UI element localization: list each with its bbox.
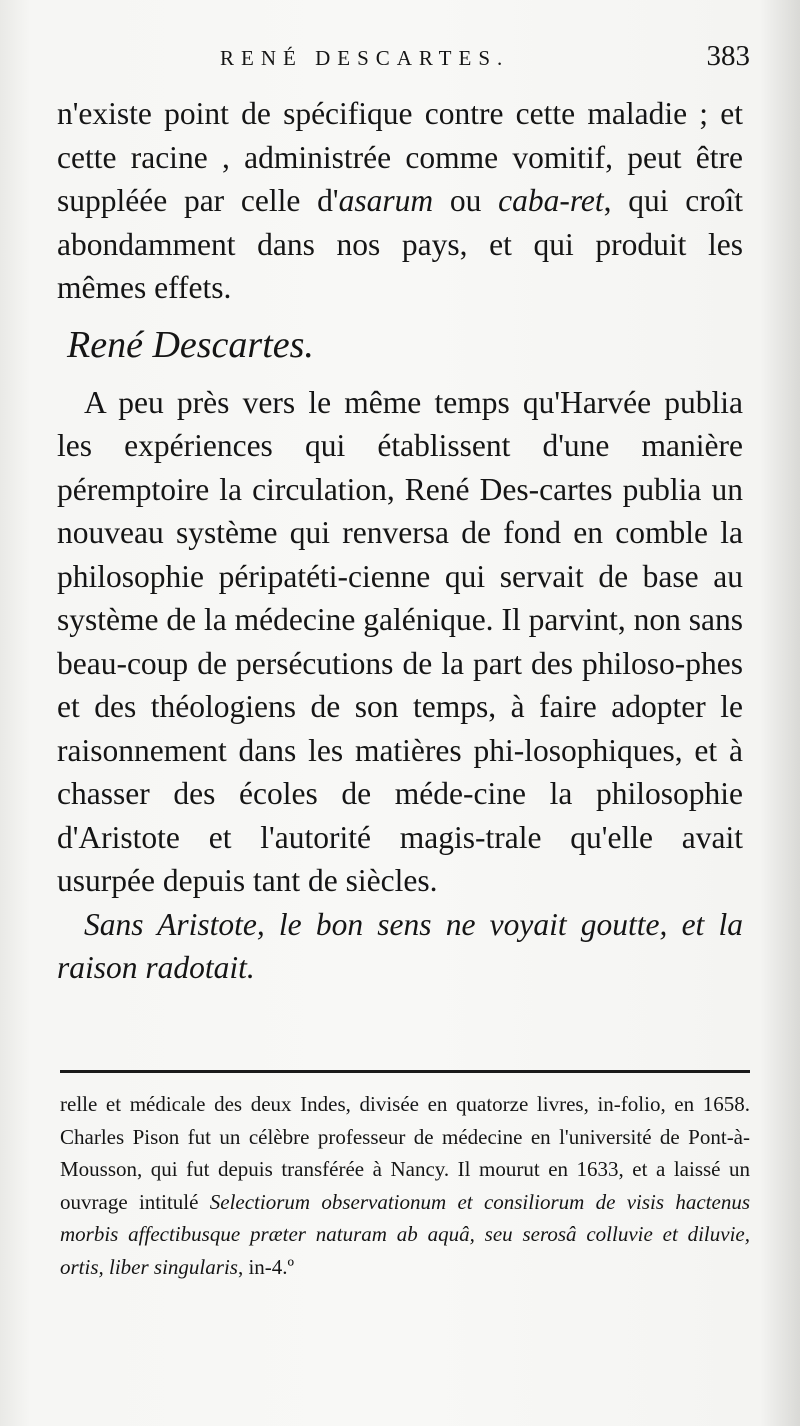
text-segment: ou bbox=[433, 183, 499, 218]
main-text bbox=[57, 92, 743, 990]
page-number: 383 bbox=[706, 40, 750, 72]
italic-term-asarum: asarum bbox=[338, 183, 434, 218]
page-header bbox=[60, 40, 750, 84]
text-segment: , qui croît abondamment dans nos pays, et qui produit les mêmes effets. bbox=[57, 183, 743, 305]
footnote-paragraph bbox=[60, 1088, 750, 1283]
footnote bbox=[60, 1088, 750, 1283]
italic-quote bbox=[57, 903, 743, 990]
footnote-text: , in-4.º bbox=[237, 1254, 295, 1279]
italic-term-cabaret: caba-ret bbox=[498, 183, 604, 218]
footnote-rule bbox=[60, 1070, 750, 1073]
quote-text: Sans Aristote, le bon sens ne voyait goutte, et la raison radotait. bbox=[57, 906, 743, 985]
footnote-italic-title: Selectiorum observationum et consiliorum de visis hactenus morbis affectibusque præter naturam ab aquâ, seu serosâ colluvie et diluvie, ortis, liber singularis bbox=[60, 1189, 750, 1279]
running-head: RENÉ DESCARTES. bbox=[220, 46, 510, 70]
section-title: René Descartes. bbox=[67, 323, 314, 366]
footnote-text: relle et médicale des deux Indes, divisée en quatorze livres, in-folio, en 1658. Charles Pison fut un célèbre professeur de médecine en l'université de Pont-à-Mousson, qui fut depuis transférée à Nancy. Il mourut en 1633, et a laissé un ouvrage intitulé bbox=[60, 1092, 750, 1214]
text-segment: n'existe point de spécifique contre cette maladie ; et cette racine , administrée comme vomitif, peut être suppléée par celle d' bbox=[57, 96, 743, 218]
paragraph-continuation bbox=[57, 92, 743, 310]
paragraph-descartes: A peu près vers le même temps qu'Harvée publia les expériences qui établissent d'une manière péremptoire la circulation, René Des-cartes publia un nouveau système qui renversa de fond en comble la philosophie péripatéti-cienne qui servait de base au système de la médecine galénique. Il parvint, non sans beau-coup de persécutions de la part des philoso-phes et des théologiens de son temps, à faire adopter le raisonnement dans les matières phi-losophiques, et à chasser des écoles de méde-cine la philosophie d'Aristote et l'autorité magis-trale qu'elle avait usurpée depuis tant de siècles. bbox=[57, 384, 743, 898]
